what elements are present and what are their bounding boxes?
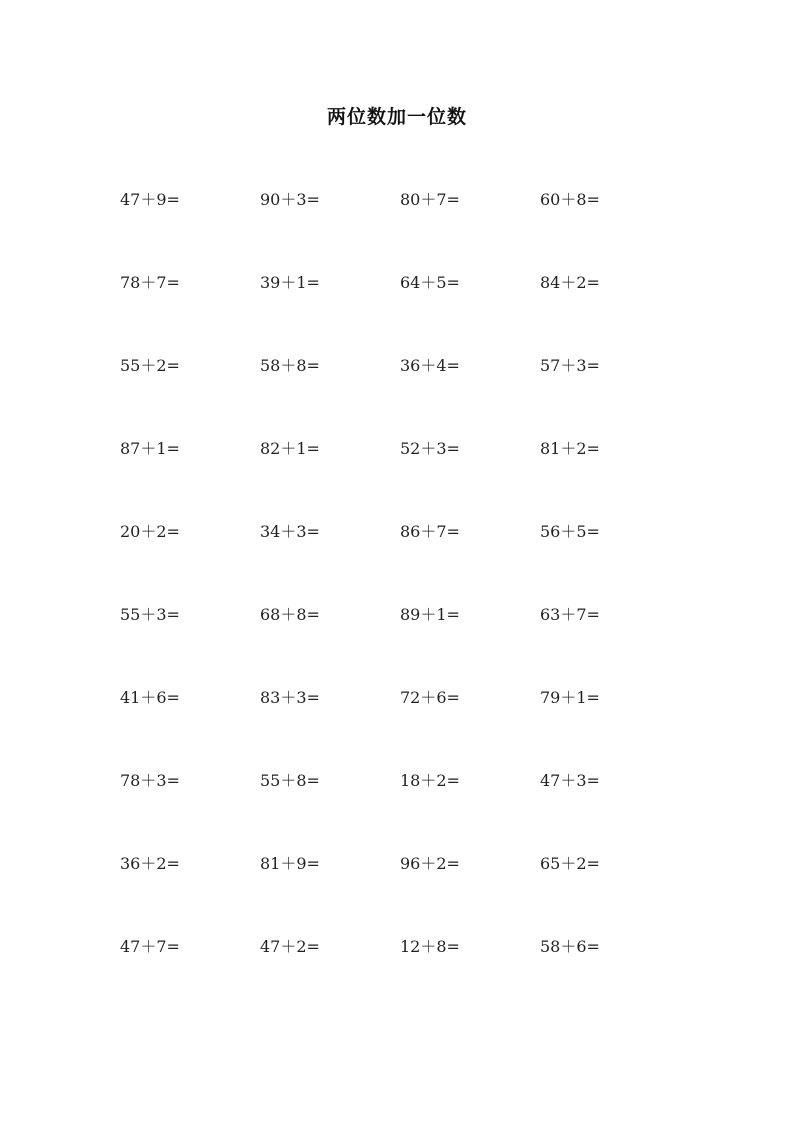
problem-item: 78＋7= [120,273,180,292]
problem-item: 36＋2= [120,854,180,873]
problem-item: 63＋7= [540,605,600,624]
problem-item: 68＋8= [260,605,320,624]
problem-item: 41＋6= [120,688,180,707]
problem-item: 55＋3= [120,605,180,624]
problem-item: 20＋2= [120,522,180,541]
problem-item: 12＋8= [400,937,460,956]
problem-item: 96＋2= [400,854,460,873]
problem-item: 36＋4= [400,356,460,375]
problem-item: 34＋3= [260,522,320,541]
problem-item: 58＋8= [260,356,320,375]
problem-item: 56＋5= [540,522,600,541]
problem-item: 47＋9= [120,190,180,209]
problem-item: 81＋9= [260,854,320,873]
problem-item: 90＋3= [260,190,320,209]
problem-grid [120,189,680,1019]
problem-item: 80＋7= [400,190,460,209]
problem-item: 39＋1= [260,273,320,292]
problem-item: 81＋2= [540,439,600,458]
problem-item: 18＋2= [400,771,460,790]
problem-item: 57＋3= [540,356,600,375]
problem-item: 55＋8= [260,771,320,790]
problem-item: 86＋7= [400,522,460,541]
problem-item: 89＋1= [400,605,460,624]
problem-item: 47＋3= [540,771,600,790]
problem-item: 79＋1= [540,688,600,707]
problem-item: 82＋1= [260,439,320,458]
problem-item: 58＋6= [540,937,600,956]
page-title: 两位数加一位数 [326,106,467,128]
problem-item: 64＋5= [400,273,460,292]
problem-item: 52＋3= [400,439,460,458]
problem-item: 83＋3= [260,688,320,707]
problem-item: 87＋1= [120,439,180,458]
problem-item: 78＋3= [120,771,180,790]
problem-item: 72＋6= [400,688,460,707]
problem-item: 84＋2= [540,273,600,292]
problem-item: 55＋2= [120,356,180,375]
problem-item: 65＋2= [540,854,600,873]
problem-item: 60＋8= [540,190,600,209]
problem-item: 47＋2= [260,937,320,956]
problem-item: 47＋7= [120,937,180,956]
